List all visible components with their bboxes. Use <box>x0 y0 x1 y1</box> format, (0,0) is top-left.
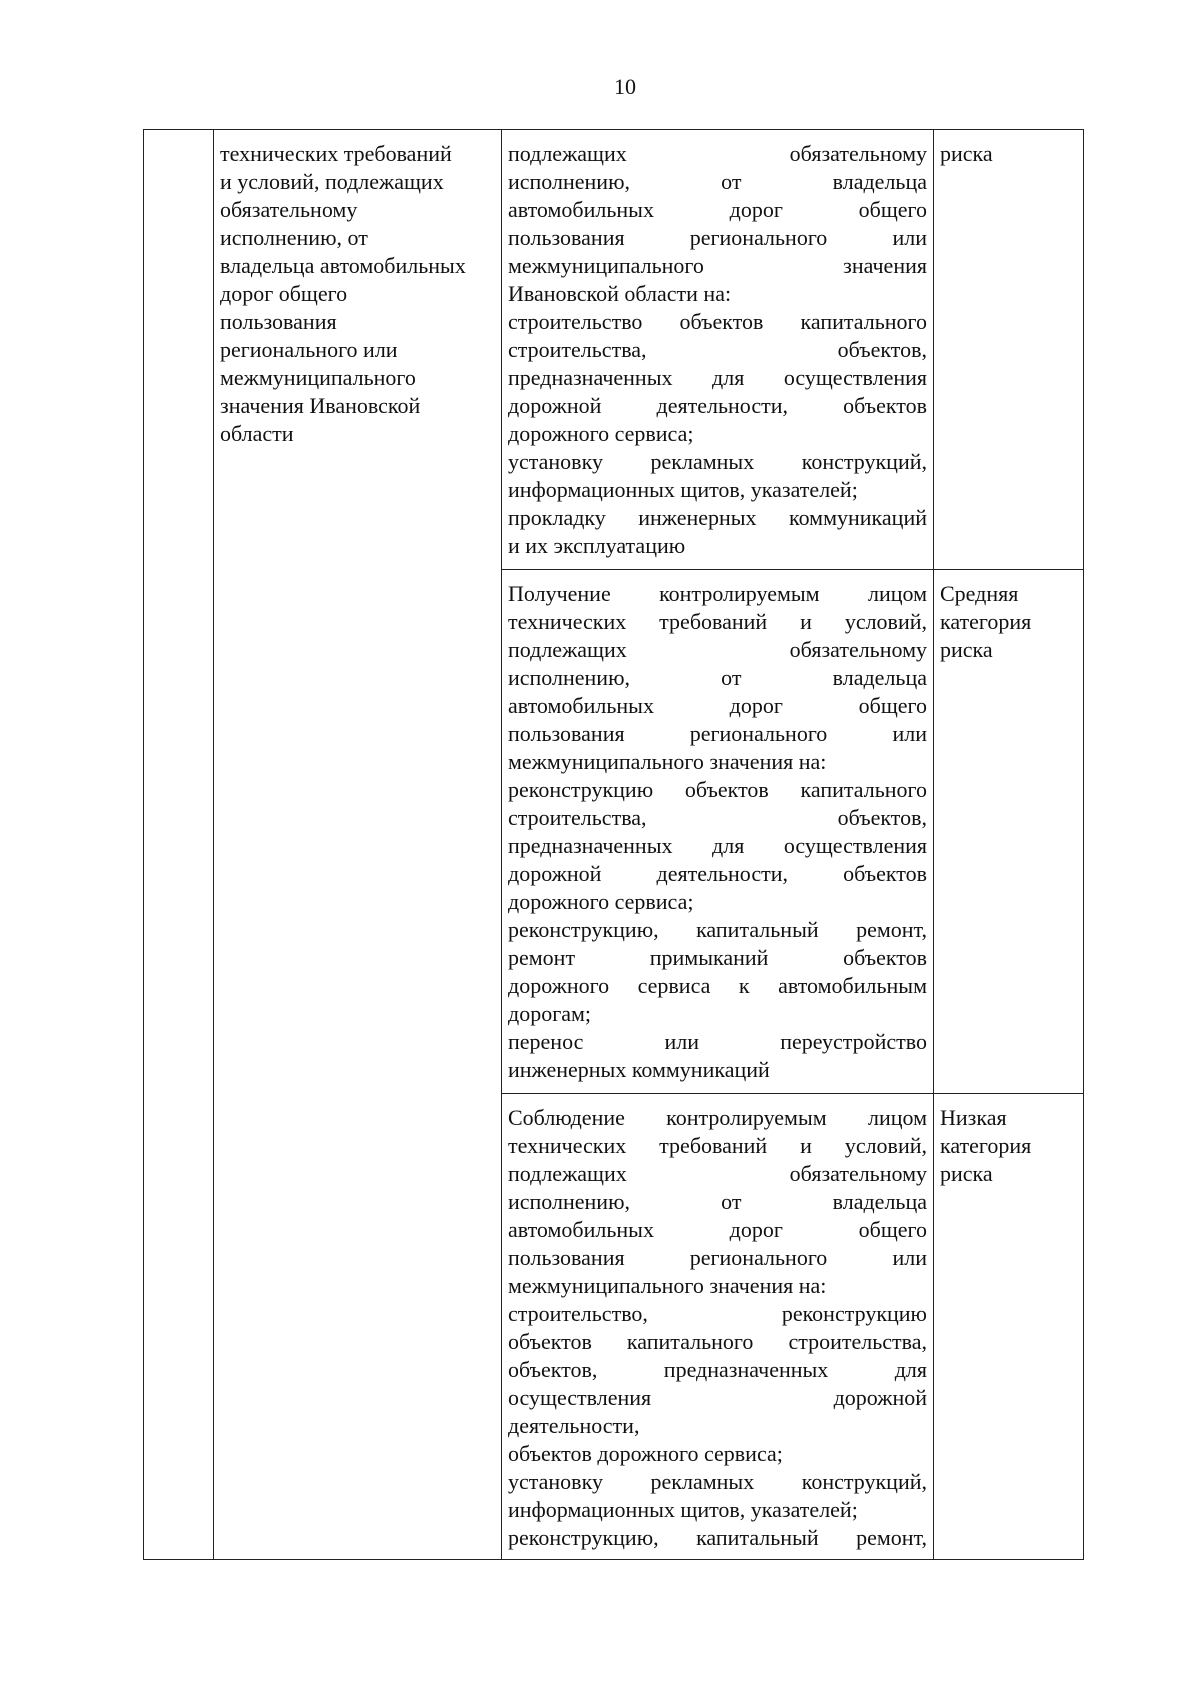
criterion-line: дорогам; <box>508 1001 592 1026</box>
criterion-line: исполнению, от владельца <box>508 169 927 194</box>
risk-category-cell <box>934 570 1084 1094</box>
risk-category-line: риска <box>940 141 993 166</box>
criterion-line: пользования регионального или <box>508 225 927 250</box>
criterion-line: строительство, реконструкцию <box>508 1301 927 1326</box>
criterion-line: информационных щитов, указателей; <box>508 477 858 502</box>
object-line: обязательному <box>220 197 358 222</box>
criterion-line: объектов капитального строительства, <box>508 1329 927 1354</box>
page-number: 10 <box>614 74 636 99</box>
criterion-line: строительство объектов капитального <box>508 309 927 334</box>
criterion-line: реконструкцию объектов капитального <box>508 777 927 802</box>
criterion-line: реконструкцию, капитальный ремонт, <box>508 1525 927 1550</box>
criterion-line: межмуниципального значения на: <box>508 1273 827 1298</box>
criterion-line: объектов дорожного сервиса; <box>508 1441 783 1466</box>
object-line: технических требований <box>220 141 452 166</box>
criterion-line: предназначенных для осуществления <box>508 833 927 858</box>
criterion-line: объектов, предназначенных для <box>508 1357 927 1382</box>
criterion-line: дорожного сервиса к автомобильным <box>508 973 927 998</box>
criterion-line: строительства, объектов, <box>508 337 927 362</box>
risk-category-line: категория <box>940 1133 1032 1158</box>
risk-category-line: категория <box>940 609 1032 634</box>
criterion-line: предназначенных для осуществления <box>508 365 927 390</box>
criterion-cell <box>502 1094 934 1560</box>
criterion-line: технических требований и условий, <box>508 1133 927 1158</box>
criterion-line: исполнению, от владельца <box>508 1189 927 1214</box>
risk-category-line: риска <box>940 637 993 662</box>
criterion-line: технических требований и условий, <box>508 609 927 634</box>
object-line: и условий, подлежащих <box>220 169 444 194</box>
criterion-line: прокладку инженерных коммуникаций <box>508 505 927 530</box>
criterion-line: автомобильных дорог общего <box>508 693 927 718</box>
criterion-line: дорожного сервиса; <box>508 421 694 446</box>
object-line: владельца автомобильных <box>220 253 466 278</box>
risk-category-table <box>143 129 1084 1560</box>
criterion-line: осуществления дорожной <box>508 1385 927 1410</box>
criterion-line: пользования регионального или <box>508 721 927 746</box>
criterion-line: Соблюдение контролируемым лицом <box>508 1105 927 1130</box>
criterion-line: информационных щитов, указателей; <box>508 1497 858 1522</box>
criterion-cell <box>502 570 934 1094</box>
criterion-line: подлежащих обязательному <box>508 1161 927 1186</box>
criterion-line: дорожной деятельности, объектов <box>508 861 927 886</box>
object-line: регионального или <box>220 337 398 362</box>
criterion-line: межмуниципального значения <box>508 253 927 278</box>
risk-category-cell <box>934 1094 1084 1560</box>
criterion-line: деятельности, <box>508 1413 640 1438</box>
criterion-line: дорожной деятельности, объектов <box>508 393 927 418</box>
criterion-line: межмуниципального значения на: <box>508 749 827 774</box>
risk-category-line: риска <box>940 1161 993 1186</box>
criterion-line: строительства, объектов, <box>508 805 927 830</box>
criterion-line: установку рекламных конструкций, <box>508 449 927 474</box>
criterion-line: ремонт примыканий объектов <box>508 945 927 970</box>
criterion-line: исполнению, от владельца <box>508 665 927 690</box>
risk-category-line: Средняя <box>940 581 1019 606</box>
number-cell <box>144 130 214 1560</box>
criterion-line: Ивановской области на: <box>508 281 732 306</box>
criterion-line: перенос или переустройство <box>508 1029 927 1054</box>
object-line: межмуниципального <box>220 365 416 390</box>
object-line: области <box>220 421 294 446</box>
object-cell <box>214 130 502 1560</box>
criterion-line: установку рекламных конструкций, <box>508 1469 927 1494</box>
criterion-line: и их эксплуатацию <box>508 533 686 558</box>
object-line: дорог общего <box>220 281 348 306</box>
object-line: значения Ивановской <box>220 393 421 418</box>
table-row <box>144 130 1084 570</box>
criterion-line: автомобильных дорог общего <box>508 197 927 222</box>
risk-category-line: Низкая <box>940 1105 1007 1130</box>
criterion-line: автомобильных дорог общего <box>508 1217 927 1242</box>
criterion-line: реконструкцию, капитальный ремонт, <box>508 917 927 942</box>
object-line: пользования <box>220 309 337 334</box>
criterion-line: инженерных коммуникаций <box>508 1057 770 1082</box>
object-line: исполнению, от <box>220 225 368 250</box>
criterion-line: Получение контролируемым лицом <box>508 581 927 606</box>
criterion-line: подлежащих обязательному <box>508 141 927 166</box>
risk-category-cell <box>934 130 1084 570</box>
criterion-line: подлежащих обязательному <box>508 637 927 662</box>
criterion-line: пользования регионального или <box>508 1245 927 1270</box>
criterion-line: дорожного сервиса; <box>508 889 694 914</box>
criterion-cell <box>502 130 934 570</box>
